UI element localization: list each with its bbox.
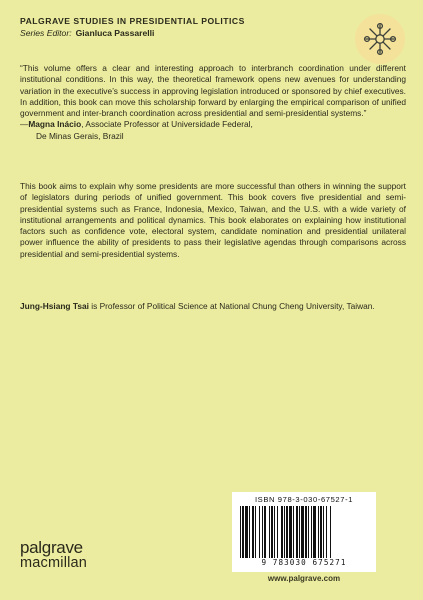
author-name: Jung-Hsiang Tsai — [20, 301, 89, 311]
series-title: PALGRAVE STUDIES IN PRESIDENTIAL POLITICS — [20, 16, 245, 26]
author-bio — [20, 301, 406, 312]
endorsement-quote — [20, 63, 406, 142]
logo-line-macmillan: macmillan — [20, 555, 88, 571]
attribution-name: Magna Inácio — [28, 119, 82, 130]
attribution-role: , Associate Professor at Universidade Federal, — [81, 119, 253, 130]
author-bio-text: is Professor of Political Science at National Chung Cheng University, Taiwan. — [88, 301, 375, 311]
logo-line-palgrave: palgrave — [20, 538, 83, 557]
series-editor-label: Series Editor: — [20, 28, 72, 38]
isbn-digits: 9 783030 675271 — [261, 558, 347, 567]
book-description: This book aims to explain why some presidents are more successful than others in winning the support of legislators during periods of unified government. This book covers five presidential and semi-presidential systems such as France, Indonesia, Mexico, Taiwan, and the U.S. with a wide variety of institutional arrangements and political dynamics. This book elaborates on explaining how institutional factors such as confidence vote, electoral system, candidate nomination and presidential unilateral power influence the ability of presidents to pass their legislative agendas through comparisons across presidential and semi-presidential systems. — [20, 181, 406, 259]
palgrave-flower-icon — [355, 14, 405, 64]
attribution-dash: — — [20, 119, 29, 130]
series-editor — [20, 27, 350, 39]
palgrave-macmillan-logo — [20, 539, 140, 571]
quote-attribution — [20, 119, 406, 142]
isbn-barcode-box — [232, 492, 376, 572]
series-header — [20, 15, 350, 39]
attribution-place: De Minas Gerais, Brazil — [36, 130, 124, 141]
barcode-icon — [240, 506, 368, 558]
quote-text: “This volume offers a clear and interesting approach to interbranch coordination under different institutional conditions. In this way, the theoretical framework opens new avenues for understanding variation in the executive’s success in approving legislation introduced or sponsored by chief executives. In addition, this book can move this scholarship forward by enlarging the empirical comparison of unified government and inter-branch coordination across presidential and semi-presidential systems.” — [20, 63, 406, 119]
series-editor-name: Gianluca Passarelli — [75, 28, 155, 38]
isbn-label: ISBN 978-3-030-67527-1 — [254, 495, 354, 504]
publisher-url: www.palgrave.com — [267, 574, 341, 583]
